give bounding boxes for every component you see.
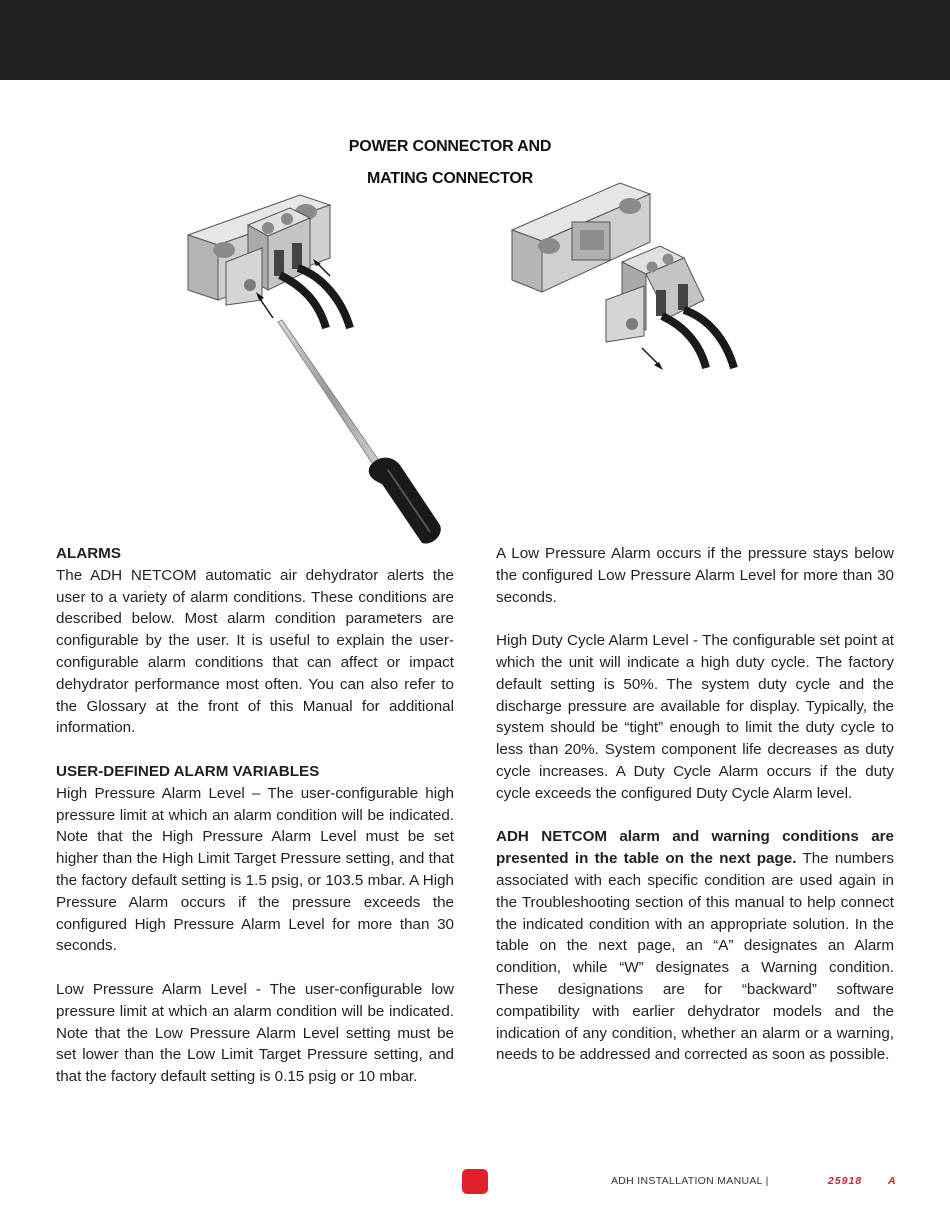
left-connector <box>188 195 350 328</box>
header-bar <box>0 0 950 80</box>
low-pressure-paragraph: Low Pressure Alarm Level - The user-configurable low pressure limit at which an alarm condition will be indicated. Note that the Low Pressure Alarm Level setting must be set lower than the Low Limit Target Pressure setting, and that the factory default setting is 0.15 psig or 10 mbar. <box>56 980 454 1086</box>
right-connector <box>512 183 734 370</box>
left-column <box>56 543 454 1110</box>
footer-doc-number: 25918 <box>828 1175 863 1187</box>
netcom-paragraph <box>496 826 894 1066</box>
figure-title-line1: POWER CONNECTOR AND <box>348 138 552 155</box>
screwdriver <box>278 320 441 544</box>
figure-title-line2: MATING CONNECTOR <box>367 170 533 187</box>
right-column <box>496 543 894 1088</box>
netcom-body: The numbers associated with each specific condition are used again in the Troubleshooting section of this manual to help connect the indicated condition with an appropriate solution. In the table on the next page, an “A” designates an Alarm condition, while “W” designates a Warning condition. These designations are for “backward” software compatibility with earlier dehydrator models and the indication of any condition, whether an alarm or a warning, needs to be addressed and corrected as soon as possible. <box>496 850 894 1064</box>
duty-cycle-paragraph: High Duty Cycle Alarm Level - The configurable set point at which the unit will indicate a high duty cycle. The factory default setting is 50%. The system duty cycle and the discharge pressure are available for display. Typically, the system should be “tight” enough to limit the duty cycle to less than 20%. System component life decreases as duty cycle increases. A Duty Cycle Alarm occurs if the duty cycle exceeds the configured Duty Cycle Alarm level. <box>496 632 894 802</box>
footer-badge <box>462 1169 488 1194</box>
variables-heading: USER-DEFINED ALARM VARIABLES <box>56 762 320 780</box>
netcom-bold-lead: ADH NETCOM alarm and warning conditions are presented in the table on the next page. <box>496 828 894 868</box>
connector-illustration <box>0 160 950 560</box>
alarms-heading: ALARMS <box>56 545 121 562</box>
high-pressure-paragraph: High Pressure Alarm Level – The user-configurable high pressure limit at which an alarm condition will be indicated. Note that the High Pressure Alarm Level must be set higher than the High Limit Target Pressure setting, and that the factory default setting is 1.5 psig, or 103.5 mbar. A High Pressure Alarm occurs if the pressure exceeds the configured High Pressure Alarm Level for more than 30 seconds. <box>56 784 454 955</box>
alarms-paragraph: The ADH NETCOM automatic air dehydrator alerts the user to a variety of alarm conditions. These conditions are described below. Most alarm condition parameters are configurable by the user. It is useful to explain the user-configurable alarm conditions that can affect or impact dehydrator performance most often. You can also refer to the Glossary at the front of this Manual for additional information. <box>56 566 454 737</box>
footer-revision: A <box>888 1175 896 1187</box>
footer-manual-label: ADH INSTALLATION MANUAL | <box>611 1175 769 1187</box>
low-pressure-continued: A Low Pressure Alarm occurs if the pressure stays below the configured Low Pressure Alarm Level for more than 30 seconds. <box>496 545 894 606</box>
